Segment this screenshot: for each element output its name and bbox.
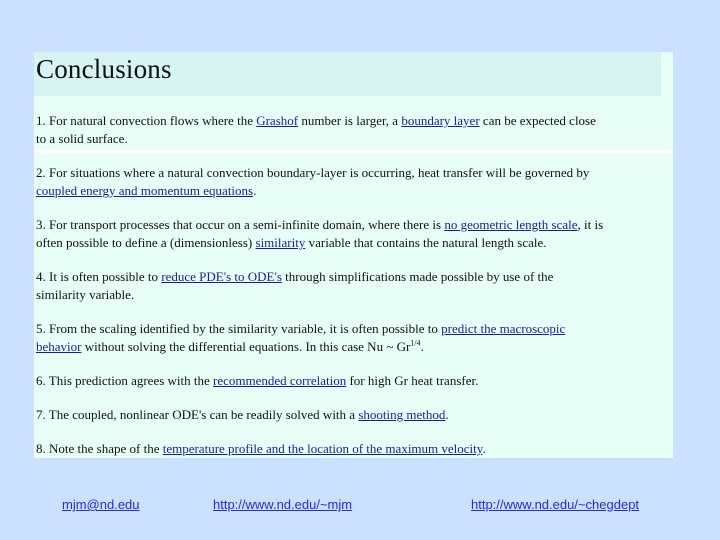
text: 6. This prediction agrees with the [36,373,214,388]
conclusion-4-line-1 [36,268,672,285]
text: through simplifications made possible by use of the [281,269,554,284]
text: often possible to define a (dimensionless) [36,235,256,250]
text: 5. From the scaling identified by the similarity variable, it is often possible to [36,321,442,336]
boundary-layer-link[interactable]: boundary layer [401,113,480,128]
text: 2. For situations where a natural convection boundary-layer is occurring, heat transfer will be governed by [36,165,590,180]
footer-dept-link[interactable]: http://www.nd.edu/~chegdept [471,497,640,512]
conclusion-5-line-2 [36,338,672,355]
footer-email-link[interactable]: mjm@nd.edu [62,497,140,512]
conclusion-7 [36,406,672,423]
similarity-link[interactable]: similarity [255,235,306,250]
slide-title: Conclusions [36,54,172,84]
text: , it is [577,217,604,232]
text: 7. The coupled, nonlinear ODE's can be readily solved with a [36,407,359,422]
reduce-pdes-link[interactable]: reduce PDE's to ODE's [161,269,282,284]
text: . [420,339,424,354]
shooting-method-link[interactable]: shooting method [358,407,446,422]
text: 4. It is often possible to [36,269,162,284]
footer-homepage-link[interactable]: http://www.nd.edu/~mjm [213,497,353,512]
text: for high Gr heat transfer. [346,373,479,388]
conclusion-3-line-1 [36,216,672,233]
title-bar [34,52,663,96]
slide-panel [34,52,673,458]
conclusion-6 [36,372,672,389]
conclusion-1-line-1 [36,112,672,129]
text: variable that contains the natural length scale. [305,235,547,250]
conclusion-2-line-1 [36,164,672,181]
text: . [253,183,257,198]
conclusion-8 [36,440,672,457]
conclusion-1-line-2 [36,130,672,147]
conclusion-4-line-2 [36,286,672,303]
text: can be expected close [479,113,596,128]
conclusion-5-line-1 [36,320,672,337]
recommended-correlation-link[interactable]: recommended correlation [213,373,347,388]
temperature-profile-link[interactable]: temperature profile and the location of the maximum velocity [162,441,483,456]
exponent: 1/4 [410,338,421,348]
text: without solving the differential equations. In this case Nu ~ Gr [81,339,411,354]
text: number is larger, a [298,113,402,128]
behavior-link[interactable]: behavior [36,339,82,354]
conclusion-3-line-2 [36,234,672,251]
grashof-link[interactable]: Grashof [256,113,299,128]
text: . [482,441,486,456]
text: similarity variable. [36,287,135,302]
text: to a solid surface. [36,131,128,146]
text: 1. For natural convection flows where the [36,113,257,128]
coupled-equations-link[interactable]: coupled energy and momentum equations [36,183,254,198]
text: 3. For transport processes that occur on a semi-infinite domain, where there is [36,217,445,232]
conclusion-2-line-2 [36,182,672,199]
text: . [445,407,449,422]
predict-macroscopic-link[interactable]: predict the macroscopic [441,321,566,336]
no-geometric-length-scale-link[interactable]: no geometric length scale [444,217,578,232]
divider [34,150,673,153]
text: 8. Note the shape of the [36,441,163,456]
